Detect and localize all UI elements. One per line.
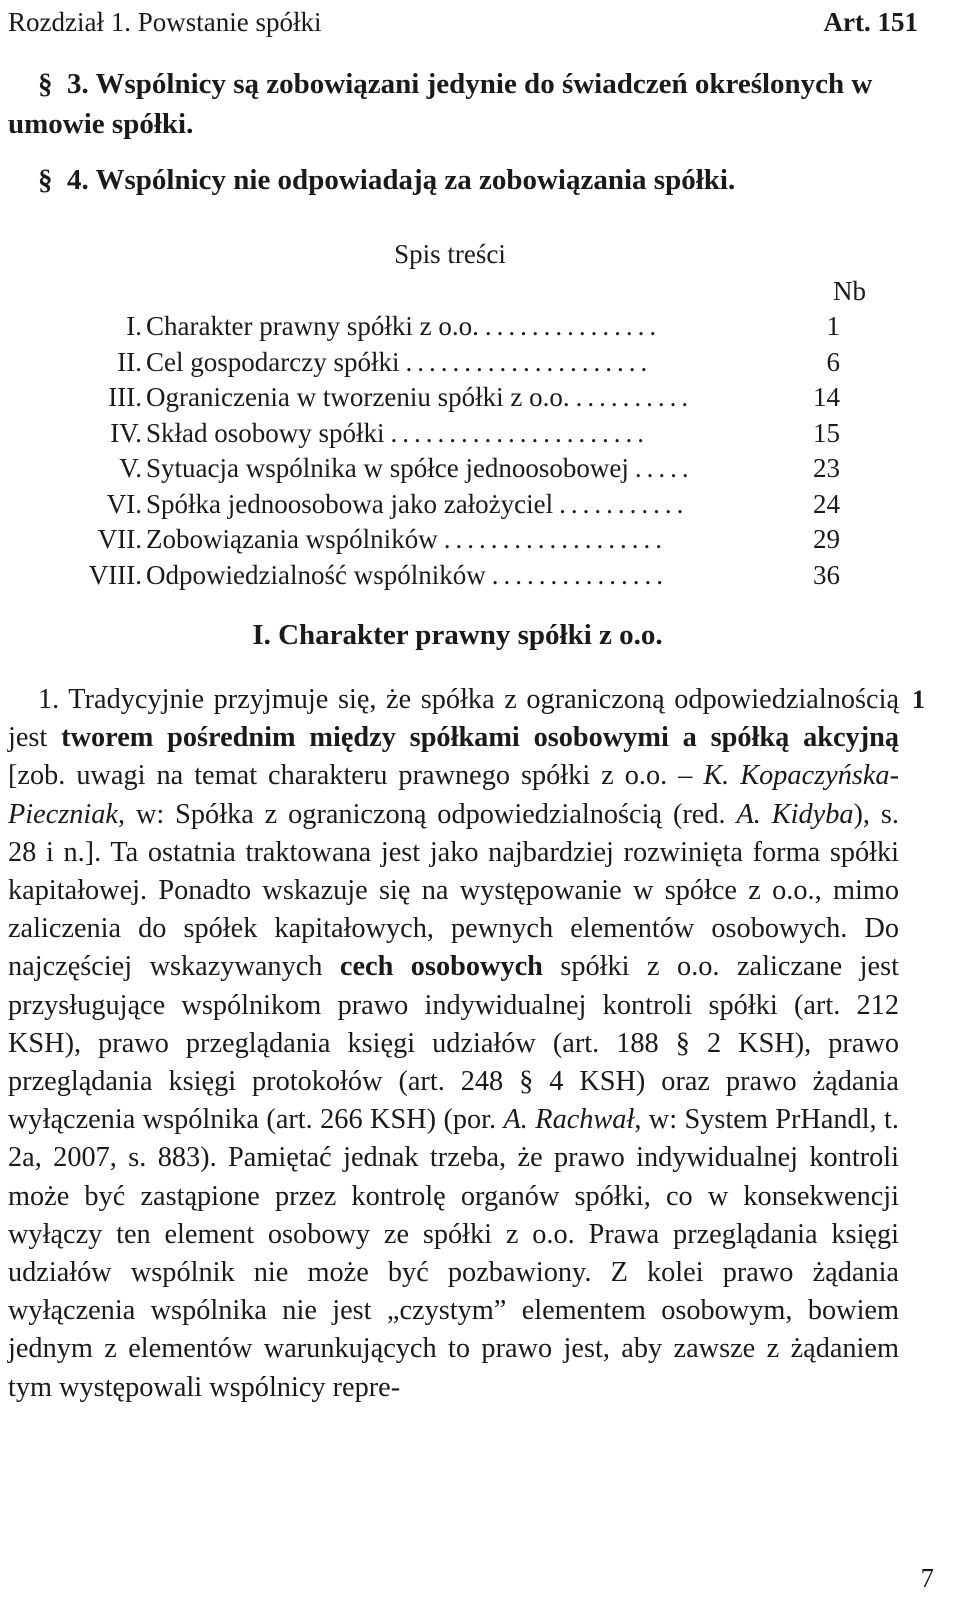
author-name: K. Kopaczyńska-Pieczniak — [8, 760, 899, 830]
bold-phrase: cech osobowych — [339, 951, 543, 983]
article-number: Art. 151 — [823, 7, 918, 37]
toc-entry-number: VI. — [106, 488, 142, 519]
section-heading: I. Charakter prawny spółki z o.o. — [252, 619, 663, 651]
toc-entry-title: Odpowiedzialność wspólników — [146, 559, 486, 590]
toc-entry-number: IV. — [110, 417, 142, 448]
toc-entry[interactable] — [60, 380, 840, 416]
toc-entry-title: Sytuacja wspólnika w spółce jednoosobowej — [146, 453, 629, 483]
toc-title: Spis treści — [394, 239, 506, 269]
toc-entry-margin-number: 23 — [813, 453, 840, 483]
toc-entry-number: II. — [117, 346, 142, 377]
toc-entry-number: V. — [119, 453, 142, 483]
toc-entry-margin-number: 24 — [813, 488, 840, 519]
running-header — [8, 2, 918, 42]
toc-entry[interactable] — [60, 487, 840, 523]
law-paragraph-4 — [8, 160, 908, 200]
text-run: [zob. uwagi na temat charakteru prawnego spółki z o.o. – — [8, 760, 704, 792]
bold-phrase: tworem pośrednim między spółkami osobowymi a spółką akcyjną — [61, 722, 900, 754]
chapter-title: Rozdział 1. Powstanie spółki — [8, 7, 322, 37]
toc-entry[interactable] — [60, 309, 840, 345]
section-sign: § — [38, 68, 53, 100]
toc-entry-number: VIII. — [88, 559, 142, 590]
toc-entry-title: Skład osobowy spółki — [146, 417, 385, 448]
author-name: A. Kidyba — [736, 798, 854, 830]
toc-entry-title: Cel gospodarczy spółki — [146, 346, 400, 377]
toc-leader-dots: ............... — [484, 311, 662, 341]
toc-leader-dots: ..................... — [405, 346, 653, 377]
toc-entry-margin-number: 14 — [813, 382, 840, 412]
toc-leader-dots: ............... — [491, 559, 668, 590]
toc-leader-dots: .......... — [575, 382, 694, 412]
toc-entry-title: Spółka jednoosobowa jako założyciel — [146, 488, 554, 519]
section-sign: § — [38, 164, 53, 196]
toc-entry[interactable] — [60, 522, 840, 558]
text-run: , w: System PrHandl, t. 2a, 2007, s. 883). Pamiętać jednak trzeba, że prawo indywidualnej kontroli może być zastąpione przez kontrolę organów spółki, co w konsekwencji wyłączy ten element osobowy ze spółki z o.o. Prawa przeglądania księgi udziałów wspólnik nie może być pozbawiony. Z kolei prawo żądania wyłączenia wspólnika nie jest „czystym” elementem osobowym, bowiem jednym z elementów warunkujących to prawo jest, aby zawsze z żądaniem tym występowali wspólnicy repre- — [8, 1104, 899, 1403]
toc-entry[interactable] — [60, 416, 840, 452]
toc-entry[interactable] — [60, 451, 840, 487]
toc-entry-margin-number: 15 — [813, 417, 840, 448]
text-run: , w: Spółka z ograniczoną odpowiedzialnością (red. — [118, 798, 737, 830]
text-run: spółki z o.o. zaliczane jest przysługujące wspólnikom prawo indywidualnej kontroli spółki (art. 212 KSH), prawo przeglądania księgi udziałów (art. 188 § 2 KSH), prawo przeglądania księgi protokołów (art. 248 § 4 KSH) oraz prawo żądania wyłączenia wspólnika (art. 266 KSH) (por. — [8, 951, 899, 1136]
toc-entry-title: Ograniczenia w tworzeniu spółki z o.o. — [146, 382, 570, 412]
toc-nb-label: Nb — [833, 276, 866, 306]
margin-number: 1 — [912, 685, 925, 714]
table-of-contents — [60, 309, 840, 593]
toc-entry-number: VII. — [97, 524, 142, 554]
toc-entry-margin-number: 6 — [826, 346, 840, 377]
toc-entry-margin-number: 36 — [813, 559, 840, 590]
toc-entry-title: Charakter prawny spółki z o.o. — [146, 311, 479, 341]
toc-leader-dots: ........... — [559, 488, 689, 519]
toc-leader-dots: ................... — [443, 524, 667, 554]
toc-entry-margin-number: 29 — [813, 524, 840, 554]
body-paragraph — [8, 681, 899, 1407]
toc-entry-number: III. — [108, 382, 142, 412]
toc-entry[interactable] — [60, 345, 840, 381]
page-number: 7 — [920, 1563, 934, 1593]
law-paragraph-text: 4. Wspólnicy nie odpowiadają za zobowiązania spółki. — [67, 164, 736, 196]
toc-entry-number: I. — [126, 311, 142, 341]
toc-entry-title: Zobowiązania wspólników — [146, 524, 438, 554]
text-run: 1. Tradycyjnie przyjmuje się, że spółka z ograniczoną odpowiedzialnością jest — [8, 684, 899, 754]
author-name: A. Rachwał — [503, 1104, 635, 1136]
toc-entry-margin-number: 1 — [826, 311, 840, 341]
toc-leader-dots: ..... — [634, 453, 694, 483]
toc-entry[interactable] — [60, 558, 840, 594]
law-paragraph-text: 3. Wspólnicy są zobowiązani jedynie do świadczeń określonych w umowie spółki. — [8, 68, 873, 140]
text-run: ), s. 28 i n.]. Ta ostatnia traktowana jest jako najbardziej rozwinięta forma spółki kapitałowej. Ponadto wskazuje się na występowanie w spółce z o.o., mimo zaliczenia do spółek kapitałowych, pewnych elementów osobowych. Do najczęściej wskazywanych — [8, 798, 899, 983]
law-paragraph-3 — [8, 64, 908, 144]
toc-leader-dots: ...................... — [390, 417, 650, 448]
